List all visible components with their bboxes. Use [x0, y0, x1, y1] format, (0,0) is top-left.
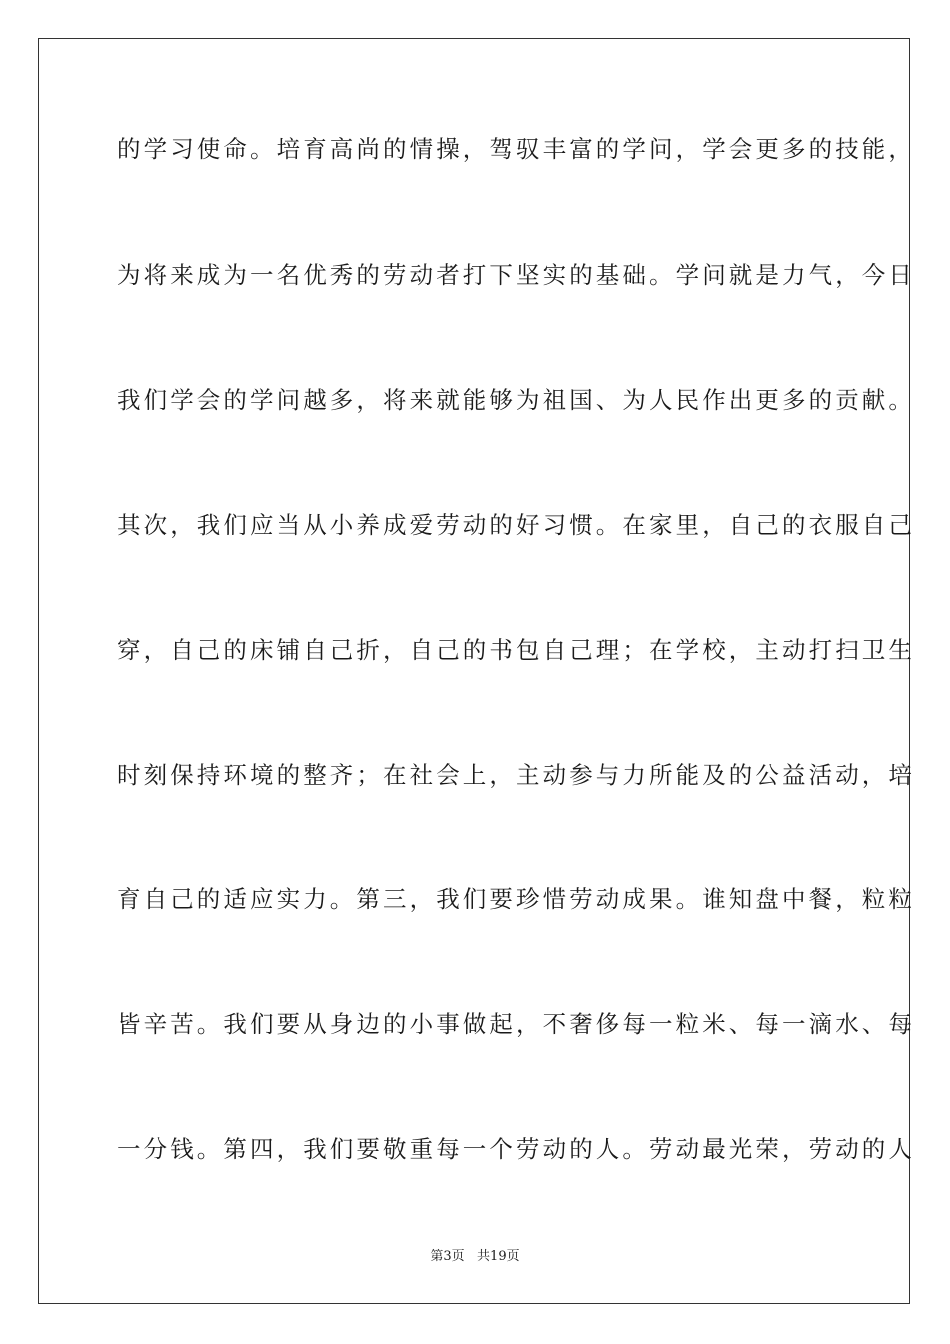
- text-line: 我们学会的学问越多，将来就能够为祖国、为人民作出更多的贡献。: [117, 386, 915, 414]
- text-line: 为将来成为一名优秀的劳动者打下坚实的基础。学问就是力气，今日: [117, 261, 915, 289]
- text-line: 的学习使命。培育高尚的情操，驾驭丰富的学问，学会更多的技能，: [117, 135, 915, 163]
- text-line: 其次，我们应当从小养成爱劳动的好习惯。在家里，自己的衣服自己: [117, 511, 915, 539]
- text-line: 育自己的适应实力。第三，我们要珍惜劳动成果。谁知盘中餐，粒粒: [117, 885, 915, 913]
- text-line: 一分钱。第四，我们要敬重每一个劳动的人。劳动最光荣，劳动的人: [117, 1135, 915, 1163]
- page-number-footer: 第3页 共19页: [430, 1249, 520, 1264]
- page-frame: [38, 38, 915, 1304]
- text-line: 皆辛苦。我们要从身边的小事做起，不奢侈每一粒米、每一滴水、每: [117, 1010, 915, 1038]
- text-line: 时刻保持环境的整齐；在社会上，主动参与力所能及的公益活动，培: [117, 761, 915, 789]
- text-line: 穿，自己的床铺自己折，自己的书包自己理；在学校，主动打扫卫生: [117, 636, 915, 664]
